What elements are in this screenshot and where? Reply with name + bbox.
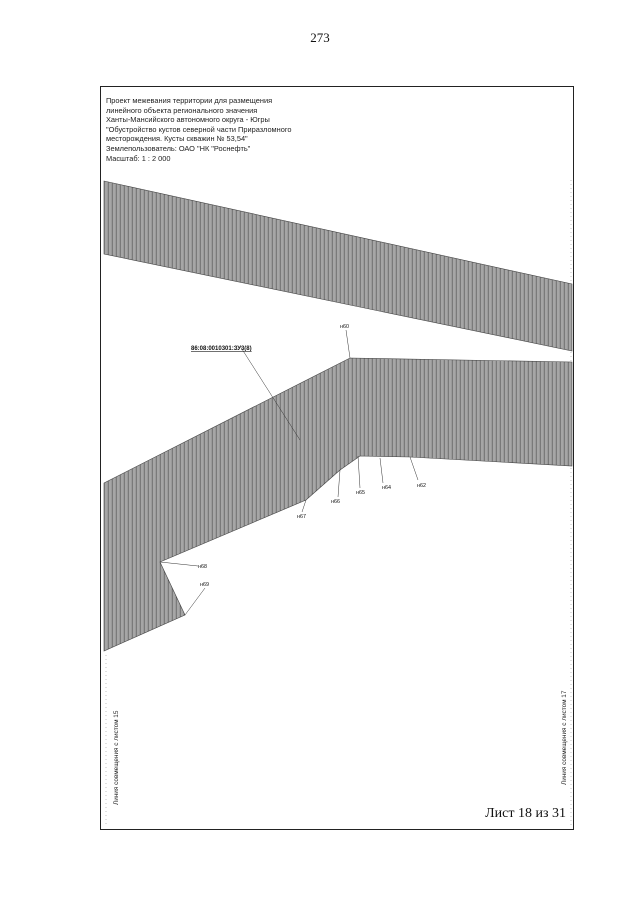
leader-n65 bbox=[358, 456, 360, 488]
leader-n62 bbox=[410, 457, 418, 480]
title-line-1: Проект межевания территории для размещения bbox=[106, 96, 273, 105]
cadastral-number-label: 86:08:0010301:ЗУ3(8) bbox=[191, 346, 252, 352]
leader-n68 bbox=[160, 562, 198, 566]
left-match-line-label: Линия совмещения с листом 15 bbox=[113, 710, 120, 805]
point-label-n67: н67 bbox=[297, 514, 306, 520]
title-line-5: месторождения. Кусты скважин № 53,54" bbox=[106, 134, 248, 144]
point-label-n62: н62 bbox=[417, 483, 426, 489]
page-number: 273 bbox=[310, 30, 330, 45]
sheet-number: Лист 18 из 31 bbox=[485, 806, 566, 821]
point-label-n66: н66 bbox=[331, 499, 340, 505]
title-line-3: Ханты-Мансийского автономного округа - Югры bbox=[106, 115, 270, 125]
point-label-n65: н65 bbox=[356, 490, 365, 496]
title-line-2: линейного объекта регионального значения bbox=[106, 105, 258, 115]
point-label-n60: н60 bbox=[340, 324, 349, 330]
point-label-n68: н68 bbox=[198, 564, 207, 570]
leader-n66 bbox=[338, 470, 340, 497]
point-label-n64: н64 bbox=[382, 485, 391, 491]
land-user-line: Землепользователь: ОАО "НК "Роснефть" bbox=[106, 143, 251, 153]
scale-line: Масштаб: 1 : 2 000 bbox=[106, 153, 171, 163]
leader-n60 bbox=[346, 330, 350, 358]
right-match-line-label: Линия совмещения с листом 17 bbox=[561, 690, 568, 785]
leader-n67 bbox=[302, 500, 306, 512]
point-label-n69: н69 bbox=[200, 582, 209, 588]
upper-land-strip bbox=[104, 181, 572, 351]
title-line-4: "Обустройство кустов северной части Приразломного bbox=[106, 124, 292, 134]
leader-n64 bbox=[380, 458, 383, 483]
leader-n69 bbox=[185, 588, 205, 615]
